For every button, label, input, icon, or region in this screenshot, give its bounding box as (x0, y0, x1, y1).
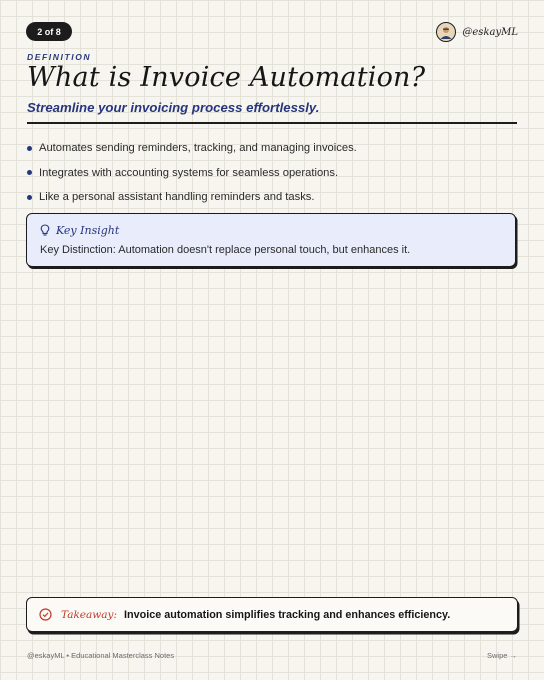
insight-body: Key Distinction: Automation doesn't replace personal touch, but enhances it. (40, 244, 411, 256)
page-subtitle: Streamline your invoicing process effortlessly. (27, 100, 320, 115)
takeaway-box (26, 597, 518, 632)
handle-text: @eskayML (462, 26, 518, 38)
takeaway-text: Invoice automation simplifies tracking and enhances efficiency. (124, 608, 451, 621)
page-indicator: 2 of 8 (26, 22, 72, 41)
insight-title: Key Insight (56, 224, 120, 237)
insight-header (40, 224, 119, 237)
author-handle (436, 22, 518, 42)
key-insight-callout (26, 213, 516, 267)
list-item: Automates sending reminders, tracking, and managing invoices. (27, 140, 357, 165)
lightbulb-icon (40, 224, 50, 237)
list-item: Integrates with accounting systems for seamless operations. (27, 165, 357, 190)
takeaway-label: Takeaway: (61, 608, 118, 621)
swipe-hint[interactable]: Swipe → (486, 651, 517, 660)
title-divider (27, 122, 517, 124)
footer-credit: @eskayML • Educational Masterclass Notes (27, 651, 175, 660)
section-eyebrow: DEFINITION (27, 52, 92, 62)
page-title: What is Invoice Automation? (27, 62, 426, 93)
person-icon (439, 25, 453, 39)
avatar (436, 22, 456, 42)
check-circle-icon (39, 608, 52, 621)
list-item: Like a personal assistant handling reminders and tasks. (27, 189, 357, 214)
bullet-list (27, 140, 357, 214)
